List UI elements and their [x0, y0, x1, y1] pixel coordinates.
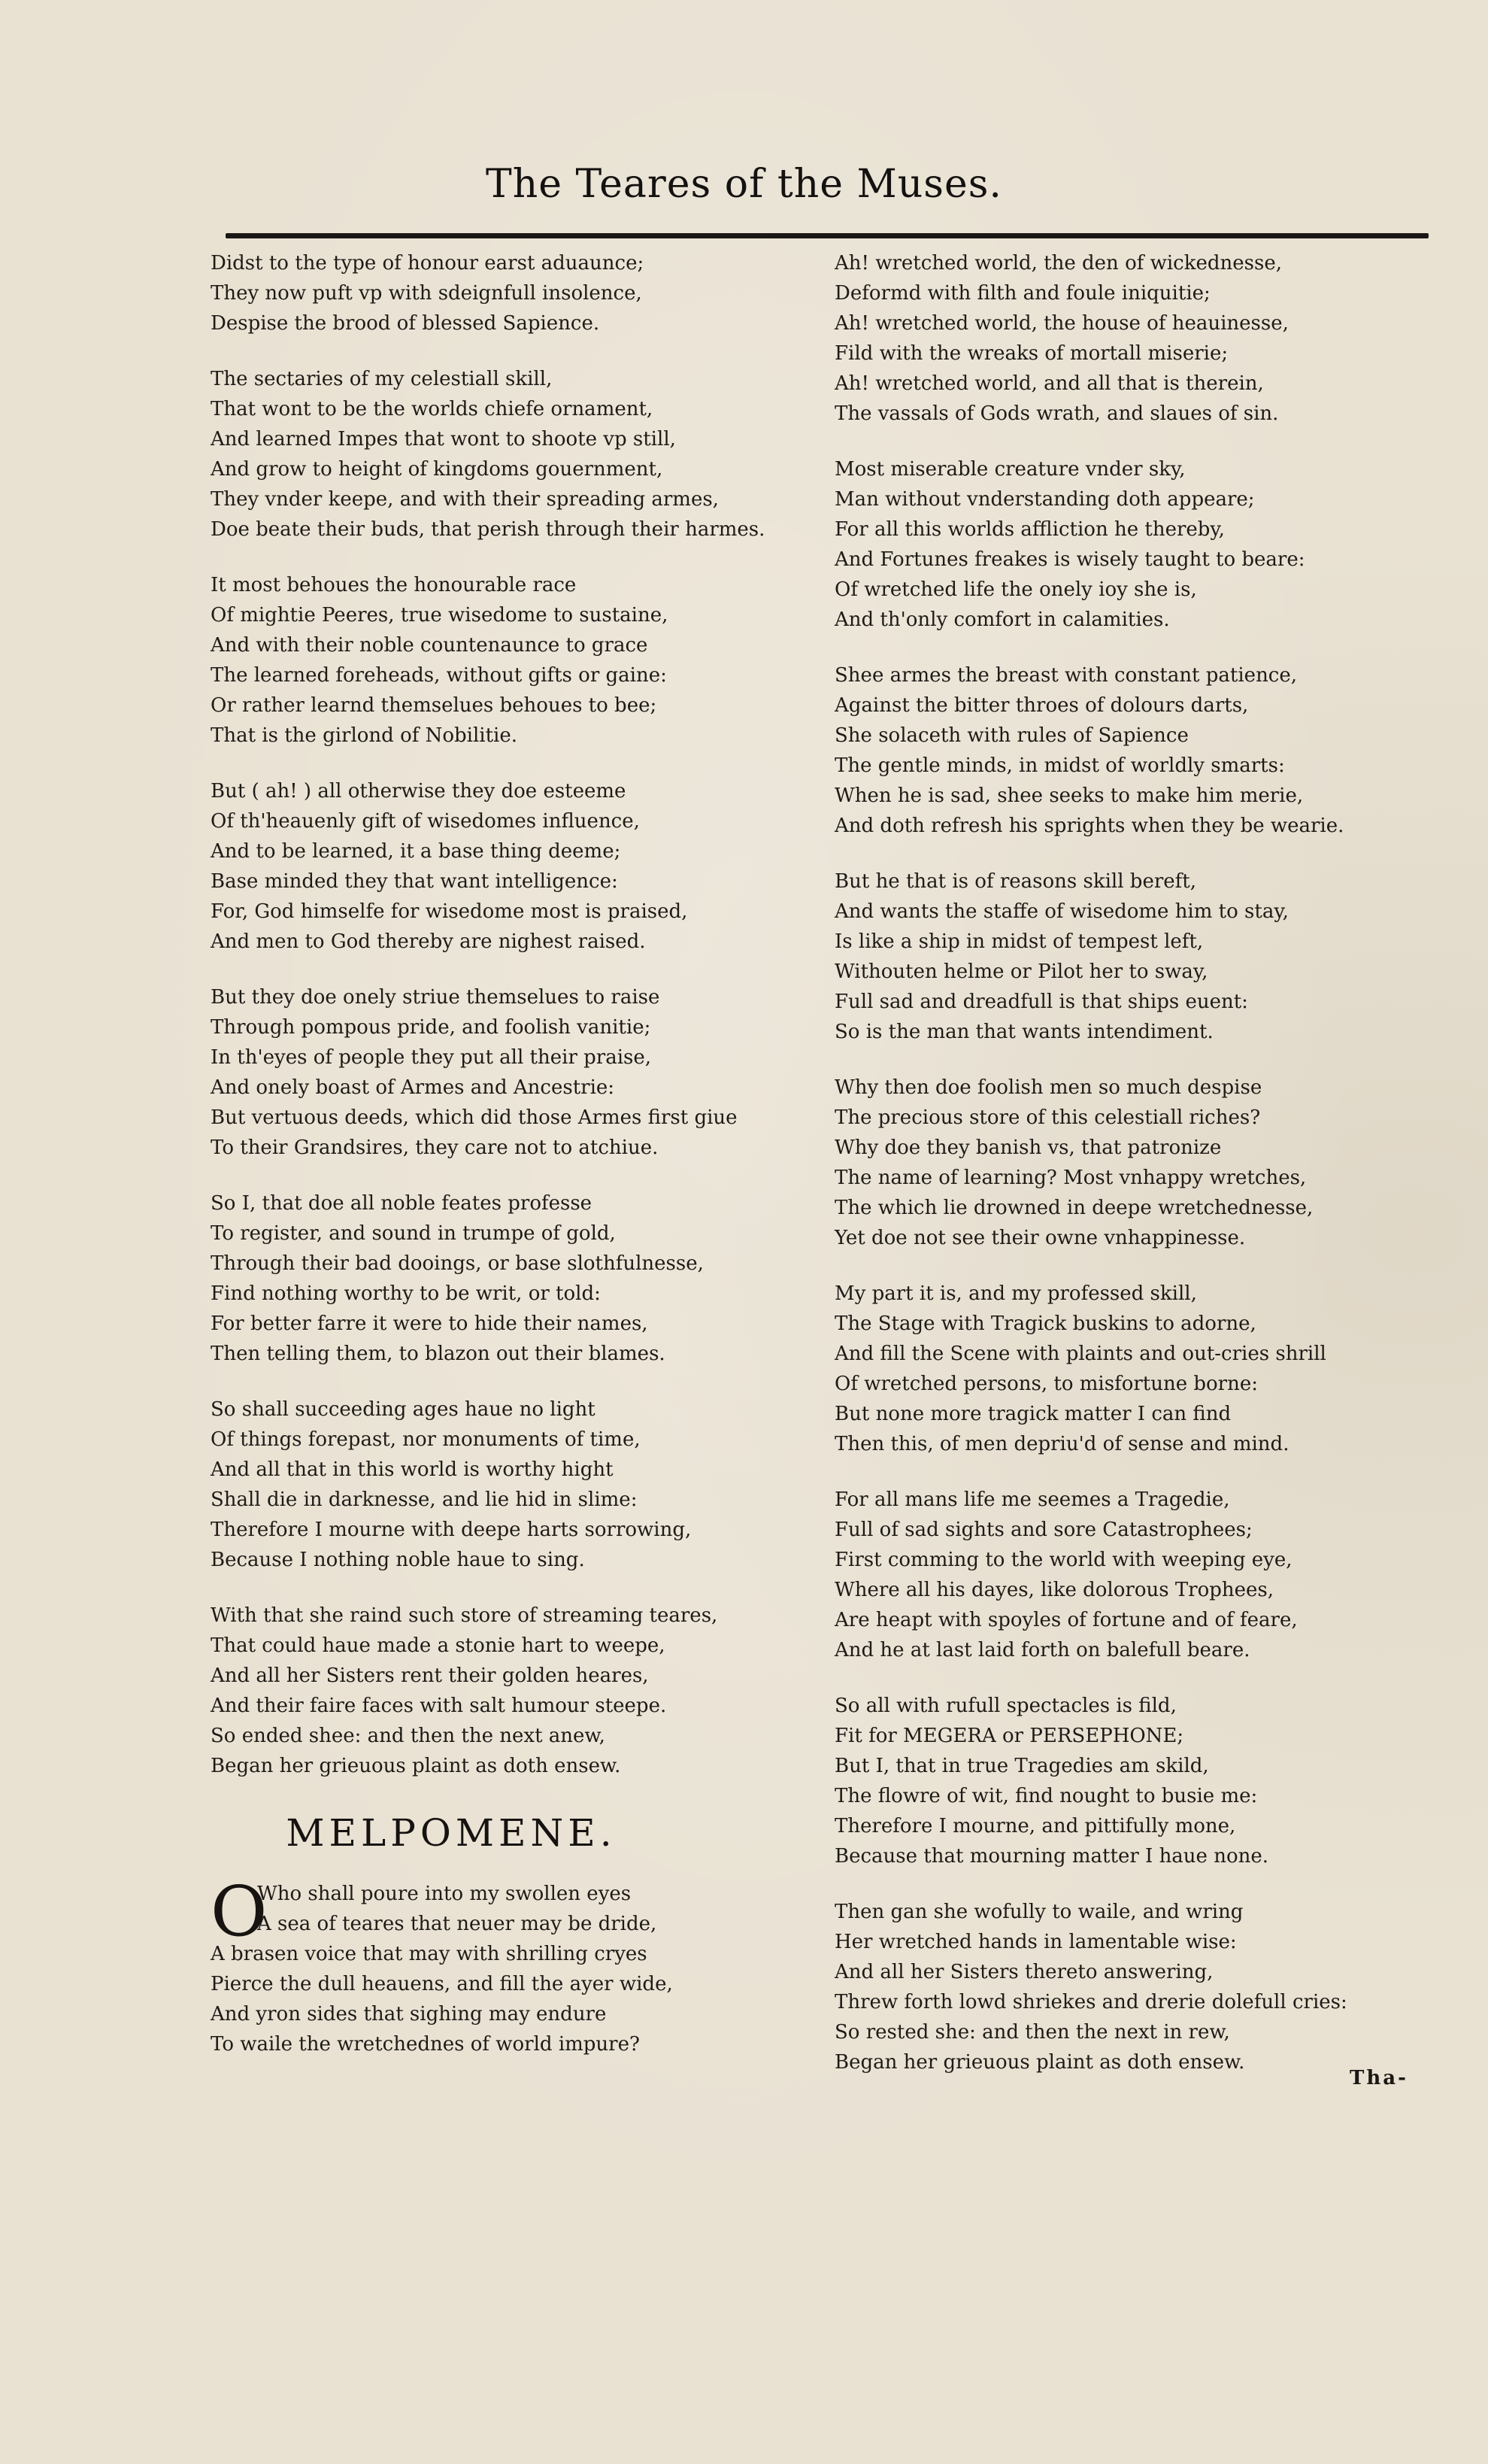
- verse-line: Most miserable creature vnder sky,: [835, 458, 1186, 481]
- verse-line: They vnder keepe, and with their spreading armes,: [211, 488, 719, 511]
- stanza: [211, 1188, 797, 1369]
- verse-line: Of things forepast, nor monuments of time,: [211, 1428, 641, 1451]
- running-title: The Teares of the Muses.: [486, 162, 1002, 207]
- verse-line: And all her Sisters rent their golden heares,: [211, 1664, 649, 1687]
- verse-line: The gentle minds, in midst of worldly smarts:: [835, 754, 1285, 777]
- verse-line: That could haue made a stonie hart to weepe,: [211, 1634, 665, 1657]
- verse-line: Despise the brood of blessed Sapience.: [211, 312, 600, 335]
- stanza: [211, 1601, 797, 1781]
- verse-line: And all her Sisters thereto answering,: [835, 1961, 1214, 1983]
- verse-line: Through pompous pride, and foolish vanitie;: [211, 1016, 651, 1039]
- verse-line: Against the bitter throes of dolours darts,: [835, 694, 1249, 717]
- verse-line: Man without vnderstanding doth appeare;: [835, 488, 1255, 511]
- catchword: Tha-: [1350, 2067, 1408, 2089]
- verse-line: When he is sad, shee seeks to make him merie,: [835, 784, 1304, 807]
- stanza: [835, 1279, 1421, 1459]
- verse-line: And men to God thereby are nighest raised.: [211, 930, 646, 953]
- verse-line: But ( ah! ) all otherwise they doe esteeme: [211, 780, 626, 803]
- verse-line: And with their noble countenaunce to grace: [211, 634, 648, 657]
- verse-line: She solaceth with rules of Sapience: [835, 724, 1189, 747]
- verse-line: But he that is of reasons skill bereft,: [835, 870, 1196, 893]
- verse-line: Withouten helme or Pilot her to sway,: [835, 960, 1208, 983]
- verse-line: And fill the Scene with plaints and out-cries shrill: [835, 1343, 1326, 1365]
- stanza: [835, 1897, 1421, 2077]
- verse-line: For, God himselfe for wisedome most is praised,: [211, 900, 688, 923]
- verse-line: But vertuous deeds, which did those Armes first giue: [211, 1106, 738, 1129]
- verse-line: And their faire faces with salt humour steepe.: [211, 1695, 667, 1717]
- verse-line: And th'only comfort in calamities.: [835, 608, 1170, 631]
- verse-line: Pierce the dull heauens, and fill the ayer wide,: [211, 1973, 673, 1995]
- verse-line: So I, that doe all noble feates professe: [211, 1192, 592, 1215]
- verse-line: Are heapt with spoyles of fortune and of feare,: [835, 1609, 1298, 1631]
- verse-line: And to be learned, it a base thing deeme;: [211, 840, 621, 863]
- verse-line: Shee armes the breast with constant patience,: [835, 664, 1298, 687]
- verse-line: Therefore I mourne, and pittifully mone,: [835, 1815, 1236, 1837]
- verse-line: Through their bad dooings, or base slothfulnesse,: [211, 1252, 704, 1275]
- stanza: [211, 570, 797, 751]
- verse-line: To waile the wretchednes of world impure?: [211, 2033, 640, 2056]
- verse-line: And all that in this world is worthy hight: [211, 1458, 614, 1481]
- verse-line: Didst to the type of honour earst aduaunce;: [211, 252, 644, 275]
- verse-line: To register, and sound in trumpe of gold,: [211, 1222, 616, 1245]
- verse-line: Base minded they that want intelligence:: [211, 870, 618, 893]
- stanza: [835, 1485, 1421, 1665]
- verse-line: Her wretched hands in lamentable wise:: [835, 1931, 1237, 1953]
- verse-line: And grow to height of kingdoms gouernment,: [211, 458, 663, 481]
- verse-line: Threw forth lowd shriekes and drerie dolefull cries:: [835, 1991, 1347, 2013]
- verse-line: And he at last laid forth on balefull beare.: [835, 1639, 1250, 1661]
- verse-line: Then gan she wofully to waile, and wring: [835, 1901, 1244, 1923]
- verse-line: They now puft vp with sdeignfull insolence,: [211, 282, 642, 305]
- verse-line: The precious store of this celestiall riches?: [835, 1106, 1261, 1129]
- verse-line: And Fortunes freakes is wisely taught to beare:: [835, 548, 1305, 571]
- verse-line: Find nothing worthy to be writ, or told:: [211, 1282, 601, 1305]
- verse-line: The vassals of Gods wrath, and slaues of sin.: [835, 402, 1279, 425]
- verse-line: Because I nothing noble haue to sing.: [211, 1549, 585, 1571]
- verse-line: And doth refresh his sprights when they be wearie.: [835, 815, 1344, 837]
- right-column: [835, 248, 1421, 2103]
- stanza: [835, 248, 1421, 429]
- verse-line: That wont to be the worlds chiefe ornament,: [211, 398, 653, 420]
- verse-line: The Stage with Tragick buskins to adorne,: [835, 1312, 1256, 1335]
- verse-line: And wants the staffe of wisedome him to stay,: [835, 900, 1289, 923]
- stanza: [211, 1394, 797, 1575]
- verse-line: The learned foreheads, without gifts or gaine:: [211, 664, 667, 687]
- verse-line: Fit for MEGERA or PERSEPHONE;: [835, 1725, 1184, 1747]
- verse-line: The sectaries of my celestiall skill,: [211, 368, 553, 390]
- verse-line: So ended shee: and then the next anew,: [211, 1725, 605, 1747]
- stanza: [211, 982, 797, 1163]
- verse-line: Why doe they banish vs, that patronize: [835, 1136, 1222, 1159]
- verse-line: With that she raind such store of streaming teares,: [211, 1604, 718, 1627]
- verse-line: First comming to the world with weeping eye,: [835, 1549, 1293, 1571]
- verse-line: So shall succeeding ages haue no light: [211, 1398, 596, 1421]
- stanza: [835, 660, 1421, 841]
- verse-line: Who shall poure into my swollen eyes: [257, 1883, 632, 1905]
- verse-line: To their Grandsires, they care not to atchiue.: [211, 1136, 659, 1159]
- verse-line: Why then doe foolish men so much despise: [835, 1076, 1262, 1099]
- verse-line: Of wretched persons, to misfortune borne:: [835, 1373, 1258, 1395]
- verse-line: Ah! wretched world, the house of heauinesse,: [835, 312, 1289, 335]
- section-heading: MELPOMENE.: [286, 1811, 617, 1855]
- verse-line: Or rather learnd themselues behoues to bee;: [211, 694, 657, 717]
- verse-line: My part it is, and my professed skill,: [835, 1282, 1197, 1305]
- verse-line: For all mans life me seemes a Tragedie,: [835, 1488, 1230, 1511]
- verse-line: But I, that in true Tragedies am skild,: [835, 1755, 1209, 1777]
- verse-line: And yron sides that sighing may endure: [211, 2003, 607, 2026]
- verse-line: But they doe onely striue themselues to raise: [211, 986, 660, 1009]
- verse-line: Of mightie Peeres, true wisedome to sustaine,: [211, 604, 668, 627]
- verse-line: Ah! wretched world, and all that is therein,: [835, 372, 1264, 395]
- stanza: [211, 364, 797, 545]
- verse-line: Doe beate their buds, that perish through their harmes.: [211, 518, 765, 541]
- verse-line: Of wretched life the onely ioy she is,: [835, 578, 1197, 601]
- verse-line: And learned Impes that wont to shoote vp still,: [211, 428, 676, 451]
- verse-line: Because that mourning matter I haue none.: [835, 1845, 1269, 1868]
- verse-line: Began her grieuous plaint as doth ensew.: [211, 1755, 621, 1777]
- verse-line: Full of sad sights and sore Catastrophees;: [835, 1519, 1253, 1541]
- verse-line: Full sad and dreadfull is that ships euent:: [835, 991, 1248, 1013]
- verse-line: A sea of teares that neuer may be dride,: [257, 1913, 657, 1935]
- verse-line: And onely boast of Armes and Ancestrie:: [211, 1076, 615, 1099]
- verse-line: Therefore I mourne with deepe harts sorrowing,: [211, 1519, 692, 1541]
- verse-line: Of th'heauenly gift of wisedomes influence,: [211, 810, 640, 833]
- drop-cap-initial: O: [211, 1871, 268, 1952]
- verse-line: For all this worlds affliction he thereby,: [835, 518, 1225, 541]
- stanza: [211, 776, 797, 957]
- stanza: [835, 1073, 1421, 1253]
- verse-line: Began her grieuous plaint as doth ensew.: [835, 2051, 1245, 2074]
- stanza: [211, 248, 797, 338]
- stanza: [835, 1691, 1421, 1871]
- stanza: [835, 866, 1421, 1047]
- melpomene-opening-stanza: [211, 1871, 797, 2059]
- verse-line: Shall die in darknesse, and lie hid in slime:: [211, 1488, 638, 1511]
- verse-line: Ah! wretched world, the den of wickednesse,: [835, 252, 1282, 275]
- stanza: [835, 454, 1421, 635]
- verse-line: So rested she: and then the next in rew,: [835, 2021, 1230, 2044]
- verse-line: For better farre it were to hide their names,: [211, 1312, 648, 1335]
- verse-line: But none more tragick matter I can find: [835, 1403, 1232, 1425]
- verse-line: Deformd with filth and foule iniquitie;: [835, 282, 1211, 305]
- header-rule: [226, 233, 1429, 238]
- verse-line: Fild with the wreaks of mortall miserie;: [835, 342, 1229, 365]
- verse-line: The flowre of wit, find nought to busie me:: [835, 1785, 1258, 1807]
- verse-line: Then telling them, to blazon out their blames.: [211, 1343, 665, 1365]
- verse-line: In th'eyes of people they put all their praise,: [211, 1046, 652, 1069]
- left-column: [211, 248, 797, 2085]
- verse-line: The name of learning? Most vnhappy wretches,: [835, 1167, 1307, 1189]
- verse-line: That is the girlond of Nobilitie.: [211, 724, 518, 747]
- verse-line: The which lie drowned in deepe wretchednesse,: [835, 1197, 1314, 1219]
- verse-line: A brasen voice that may with shrilling cryes: [211, 1943, 647, 1965]
- verse-line: Where all his dayes, like dolorous Trophees,: [835, 1579, 1274, 1601]
- verse-line: So is the man that wants intendiment.: [835, 1021, 1214, 1043]
- verse-line: It most behoues the honourable race: [211, 574, 577, 596]
- verse-line: Is like a ship in midst of tempest left,: [835, 930, 1204, 953]
- verse-line: Then this, of men depriu'd of sense and mind.: [835, 1433, 1289, 1455]
- verse-line: So all with rufull spectacles is fild,: [835, 1695, 1177, 1717]
- verse-line: Yet doe not see their owne vnhappinesse.: [835, 1227, 1246, 1249]
